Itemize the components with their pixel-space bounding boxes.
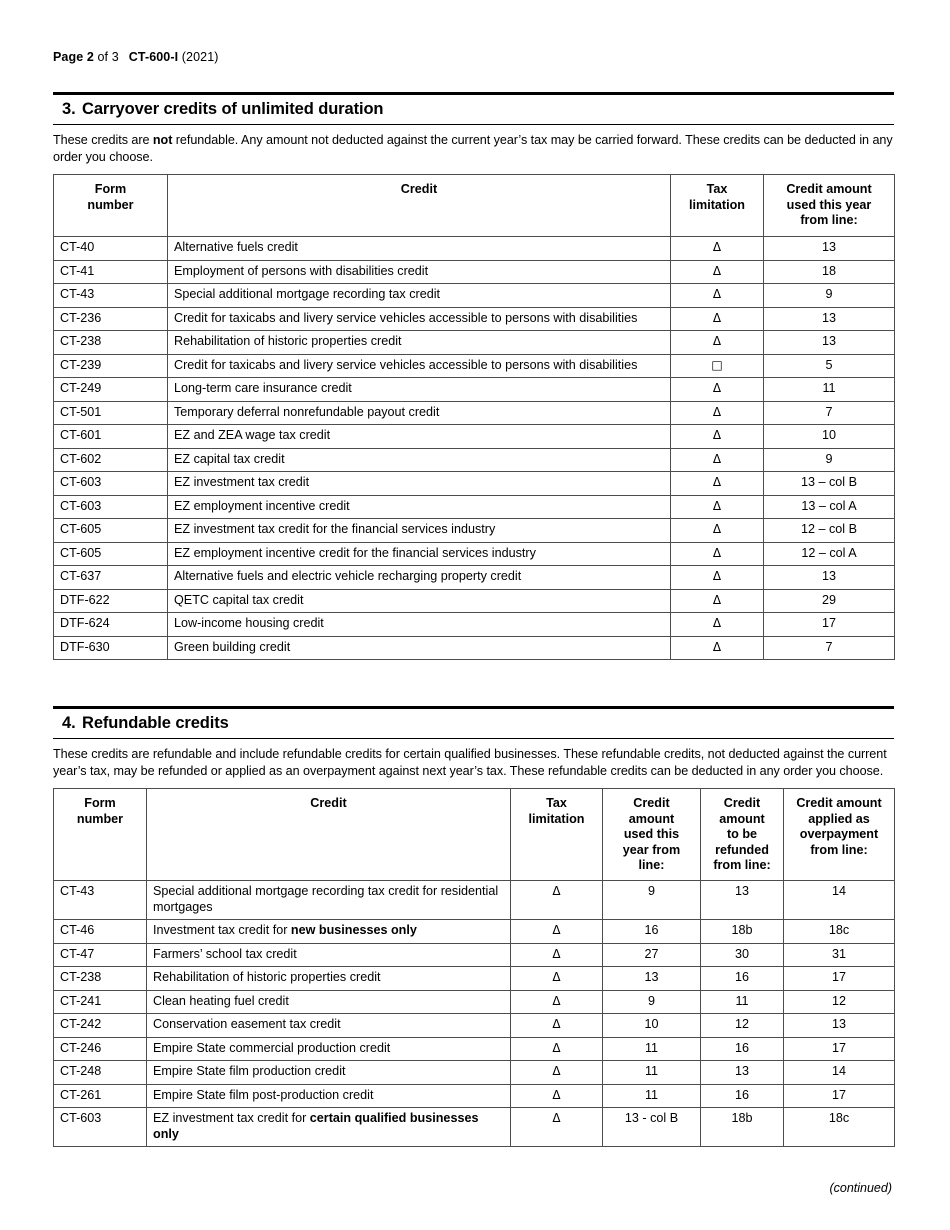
cell-credit-amount-used: 11 — [603, 1061, 701, 1085]
cell-form-number: DTF-622 — [54, 589, 168, 613]
cell-credit-name: Rehabilitation of historic properties credit — [168, 331, 671, 355]
cell-credit-name — [147, 1014, 511, 1038]
cell-tax-limitation-symbol: Δ — [511, 920, 603, 944]
cell-credit-amount-refunded: 16 — [701, 1084, 784, 1108]
cell-form-number: DTF-624 — [54, 613, 168, 637]
cell-form-number: CT-239 — [54, 354, 168, 378]
cell-credit-name: EZ employment incentive credit for the financial services industry — [168, 542, 671, 566]
page-number: 2 — [86, 50, 94, 64]
cell-credit-amount-used: 10 — [603, 1014, 701, 1038]
cell-credit-amount-used: 29 — [764, 589, 895, 613]
section-4-intro: These credits are refundable and include refundable credits for certain qualified businesses. These refundable credits, not deducted against the current year’s tax, may be refunded or applied as an overpayment against next year’s tax. These refundable credits can be deducted in any order you choose. — [53, 747, 887, 778]
table-row — [54, 448, 895, 472]
cell-form-number: CT-605 — [54, 542, 168, 566]
cell-tax-limitation-symbol: Δ — [671, 542, 764, 566]
cell-credit-name: EZ and ZEA wage tax credit — [168, 425, 671, 449]
section-4 — [53, 706, 894, 1195]
hdr-line: amount — [719, 811, 765, 826]
cell-credit-amount-refunded: 13 — [701, 881, 784, 920]
hdr-line: from line: — [810, 842, 868, 857]
cell-credit-amount-used: 13 — [764, 331, 895, 355]
cell-form-number: CT-605 — [54, 519, 168, 543]
cell-credit-amount-overpayment: 17 — [784, 1084, 895, 1108]
cell-form-number: CT-47 — [54, 943, 147, 967]
cell-tax-limitation-symbol: Δ — [671, 448, 764, 472]
cell-credit-name: Long-term care insurance credit — [168, 378, 671, 402]
cell-credit-name: Employment of persons with disabilities credit — [168, 260, 671, 284]
cell-credit-amount-used: 7 — [764, 401, 895, 425]
cell-credit-amount-refunded: 11 — [701, 990, 784, 1014]
table-row — [54, 967, 895, 991]
credit-text: Special additional mortgage recording tax credit for residential mortgages — [153, 884, 499, 914]
credit-text: Empire State film post-production credit — [153, 1087, 374, 1102]
cell-tax-limitation-symbol: Δ — [511, 967, 603, 991]
hdr-line: year from — [622, 842, 681, 857]
table-row — [54, 401, 895, 425]
hdr-line: Tax — [546, 796, 567, 810]
cell-credit-amount-used: 13 — [764, 566, 895, 590]
running-head — [53, 50, 219, 64]
cell-credit-amount-used: 9 — [764, 448, 895, 472]
cell-tax-limitation-symbol: Δ — [511, 1014, 603, 1038]
section-4-title: Refundable credits — [82, 714, 229, 732]
cell-credit-name: Green building credit — [168, 636, 671, 660]
hdr-line: to be — [726, 827, 758, 841]
cell-credit-amount-used: 9 — [603, 990, 701, 1014]
cell-tax-limitation-symbol: Δ — [671, 401, 764, 425]
col-header-credit: Credit — [168, 175, 671, 237]
cell-form-number: CT-603 — [54, 1108, 147, 1147]
credit-text: Rehabilitation of historic properties credit — [153, 970, 381, 984]
page-footer-continued: (continued) — [829, 1181, 892, 1195]
cell-form-number: CT-602 — [54, 448, 168, 472]
refundable-table-header — [54, 789, 895, 881]
cell-tax-limitation-symbol: □ — [671, 354, 764, 378]
cell-credit-amount-used: 11 — [764, 378, 895, 402]
table-row — [54, 613, 895, 637]
cell-tax-limitation-symbol: Δ — [671, 519, 764, 543]
cell-credit-amount-used: 13 – col B — [764, 472, 895, 496]
col-header-form-number — [54, 789, 147, 881]
form-id: CT-600-I — [128, 50, 179, 64]
cell-form-number: CT-242 — [54, 1014, 147, 1038]
table-row — [54, 1108, 895, 1147]
col-header-form-number — [54, 175, 168, 237]
table-row — [54, 589, 895, 613]
cell-tax-limitation-symbol: Δ — [511, 1108, 603, 1147]
hdr-line: used this year — [786, 197, 872, 212]
table-row — [54, 1084, 895, 1108]
table-row — [54, 1061, 895, 1085]
cell-credit-amount-used: 9 — [764, 284, 895, 308]
cell-form-number: CT-248 — [54, 1061, 147, 1085]
table-row — [54, 1037, 895, 1061]
cell-tax-limitation-symbol: Δ — [671, 331, 764, 355]
hdr-line: Credit — [633, 796, 670, 810]
table-row — [54, 566, 895, 590]
cell-credit-name: Alternative fuels credit — [168, 237, 671, 261]
table-row — [54, 378, 895, 402]
cell-tax-limitation-symbol: Δ — [671, 589, 764, 613]
of-label: of — [97, 50, 109, 64]
cell-credit-amount-used: 10 — [764, 425, 895, 449]
carryover-table-header — [54, 175, 895, 237]
cell-credit-amount-refunded: 13 — [701, 1061, 784, 1085]
hdr-line: refunded — [715, 842, 769, 857]
section-3-intro — [53, 125, 894, 165]
col-header-credit-amount-used — [764, 175, 895, 237]
section-3-title: Carryover credits of unlimited duration — [82, 100, 384, 118]
cell-credit-name: Temporary deferral nonrefundable payout credit — [168, 401, 671, 425]
cell-form-number: CT-261 — [54, 1084, 147, 1108]
cell-tax-limitation-symbol: Δ — [671, 260, 764, 284]
cell-credit-amount-refunded: 12 — [701, 1014, 784, 1038]
col-header-credit-amount-used — [603, 789, 701, 881]
cell-credit-name: EZ investment tax credit for the financial services industry — [168, 519, 671, 543]
carryover-credits-table — [53, 174, 895, 660]
cell-credit-name — [147, 881, 511, 920]
table-row — [54, 237, 895, 261]
cell-credit-amount-overpayment: 31 — [784, 943, 895, 967]
hdr-line: overpayment — [799, 827, 879, 841]
cell-tax-limitation-symbol: Δ — [671, 425, 764, 449]
cell-credit-amount-used: 16 — [603, 920, 701, 944]
hdr-line: amount — [628, 811, 675, 826]
credit-text: Clean heating fuel credit — [153, 993, 289, 1008]
credit-text: Farmers’ school tax credit — [153, 946, 297, 961]
cell-credit-amount-used: 13 – col A — [764, 495, 895, 519]
cell-credit-amount-refunded: 16 — [701, 1037, 784, 1061]
col-header-credit-amount-refunded — [701, 789, 784, 881]
cell-credit-name: Credit for taxicabs and livery service vehicles accessible to persons with disabilities — [168, 354, 671, 378]
cell-credit-amount-overpayment: 18c — [784, 920, 895, 944]
table-row — [54, 1014, 895, 1038]
total-pages: 3 — [111, 50, 119, 64]
cell-credit-name — [147, 920, 511, 944]
cell-form-number: CT-603 — [54, 472, 168, 496]
table-row — [54, 519, 895, 543]
cell-tax-limitation-symbol: Δ — [671, 613, 764, 637]
hdr-line: Form — [94, 182, 127, 196]
cell-credit-amount-used: 5 — [764, 354, 895, 378]
hdr-line: limitation — [528, 811, 585, 826]
cell-credit-name — [147, 1061, 511, 1085]
table-row — [54, 425, 895, 449]
table-header-row — [54, 789, 895, 881]
table-row — [54, 636, 895, 660]
cell-form-number: DTF-630 — [54, 636, 168, 660]
cell-credit-amount-used: 13 — [764, 307, 895, 331]
cell-form-number: CT-603 — [54, 495, 168, 519]
section-4-heading — [53, 709, 894, 739]
carryover-table-body — [54, 237, 895, 660]
credit-text: Empire State film production credit — [153, 1064, 346, 1078]
cell-credit-name — [147, 943, 511, 967]
table-row — [54, 284, 895, 308]
cell-tax-limitation-symbol: Δ — [671, 237, 764, 261]
table-row — [54, 542, 895, 566]
cell-credit-name: Low-income housing credit — [168, 613, 671, 637]
section-3-number: 3. — [62, 100, 76, 118]
cell-tax-limitation-symbol: Δ — [671, 636, 764, 660]
cell-credit-amount-used: 13 — [603, 967, 701, 991]
cell-form-number: CT-238 — [54, 331, 168, 355]
cell-form-number: CT-46 — [54, 920, 147, 944]
refundable-credits-table — [53, 788, 895, 1147]
table-header-row — [54, 175, 895, 237]
credit-text: Empire State commercial production credit — [153, 1040, 391, 1055]
hdr-line: from line: — [800, 213, 858, 227]
table-row — [54, 354, 895, 378]
cell-credit-amount-used: 13 — [764, 237, 895, 261]
cell-credit-amount-overpayment: 14 — [784, 1061, 895, 1085]
cell-credit-amount-used: 17 — [764, 613, 895, 637]
hdr-line: Tax — [706, 182, 728, 196]
refundable-table-body — [54, 881, 895, 1147]
hdr-line: used this — [623, 827, 680, 841]
hdr-line: Credit — [723, 796, 761, 810]
cell-credit-amount-overpayment: 17 — [784, 1037, 895, 1061]
cell-credit-name — [147, 1108, 511, 1147]
credit-text: Conservation easement tax credit — [153, 1017, 341, 1031]
cell-credit-amount-overpayment: 14 — [784, 881, 895, 920]
section-3-heading — [53, 95, 894, 125]
cell-credit-name — [147, 967, 511, 991]
cell-form-number: CT-246 — [54, 1037, 147, 1061]
hdr-line: from line: — [713, 858, 771, 872]
credit-text-emphasis: new businesses only — [290, 923, 417, 937]
col-header-credit-amount-overpayment — [784, 789, 895, 881]
cell-form-number: CT-601 — [54, 425, 168, 449]
cell-credit-name: Special additional mortgage recording tax credit — [168, 284, 671, 308]
cell-credit-amount-used: 12 – col B — [764, 519, 895, 543]
cell-credit-amount-overpayment: 13 — [784, 1014, 895, 1038]
hdr-line: line: — [638, 858, 665, 872]
table-row — [54, 990, 895, 1014]
cell-form-number: CT-41 — [54, 260, 168, 284]
cell-credit-name: Credit for taxicabs and livery service vehicles accessible to persons with disabilities — [168, 307, 671, 331]
table-row — [54, 943, 895, 967]
cell-credit-amount-used: 9 — [603, 881, 701, 920]
table-row — [54, 472, 895, 496]
hdr-line: Form — [84, 796, 116, 810]
cell-form-number: CT-43 — [54, 284, 168, 308]
cell-credit-name: Alternative fuels and electric vehicle recharging property credit — [168, 566, 671, 590]
cell-tax-limitation-symbol: Δ — [671, 307, 764, 331]
hdr-line: Credit amount — [796, 796, 882, 810]
table-row — [54, 881, 895, 920]
hdr-line: number — [87, 197, 134, 212]
col-header-tax-limitation — [511, 789, 603, 881]
cell-tax-limitation-symbol: Δ — [511, 1084, 603, 1108]
cell-credit-name: EZ capital tax credit — [168, 448, 671, 472]
cell-tax-limitation-symbol: Δ — [511, 990, 603, 1014]
cell-tax-limitation-symbol: Δ — [671, 495, 764, 519]
cell-form-number: CT-249 — [54, 378, 168, 402]
cell-credit-name — [147, 1084, 511, 1108]
section-3 — [53, 92, 894, 660]
section-4-number: 4. — [62, 714, 76, 732]
hdr-line: number — [76, 811, 124, 826]
credit-text: EZ investment tax credit for — [153, 1111, 310, 1125]
intro-text-b: refundable. Any amount not deducted against the current year’s tax may be carried forward. These credits can be deducted in any order you choose. — [53, 133, 893, 164]
hdr-line: applied as — [808, 811, 870, 826]
cell-form-number: CT-501 — [54, 401, 168, 425]
cell-credit-amount-refunded: 18b — [701, 920, 784, 944]
cell-form-number: CT-241 — [54, 990, 147, 1014]
col-header-credit: Credit — [147, 789, 511, 881]
cell-tax-limitation-symbol: Δ — [671, 284, 764, 308]
cell-tax-limitation-symbol: Δ — [511, 1061, 603, 1085]
cell-credit-amount-overpayment: 12 — [784, 990, 895, 1014]
cell-credit-amount-used: 27 — [603, 943, 701, 967]
table-row — [54, 920, 895, 944]
cell-form-number: CT-637 — [54, 566, 168, 590]
cell-credit-amount-used: 13 - col B — [603, 1108, 701, 1147]
cell-credit-name — [147, 1037, 511, 1061]
cell-tax-limitation-symbol: Δ — [671, 378, 764, 402]
hdr-line: limitation — [689, 197, 745, 212]
intro-text-a: These credits are — [53, 133, 153, 147]
cell-credit-amount-refunded: 30 — [701, 943, 784, 967]
credit-text-emphasis: certain qualified businesses only — [153, 1111, 479, 1141]
table-row — [54, 495, 895, 519]
cell-tax-limitation-symbol: Δ — [511, 943, 603, 967]
col-header-tax-limitation — [671, 175, 764, 237]
cell-credit-amount-refunded: 18b — [701, 1108, 784, 1147]
table-row — [54, 307, 895, 331]
cell-credit-amount-used: 7 — [764, 636, 895, 660]
cell-form-number: CT-238 — [54, 967, 147, 991]
cell-form-number: CT-40 — [54, 237, 168, 261]
cell-credit-amount-used: 11 — [603, 1084, 701, 1108]
cell-form-number: CT-236 — [54, 307, 168, 331]
intro-text-bold: not — [152, 133, 173, 147]
hdr-line: Credit amount — [786, 182, 872, 196]
table-row — [54, 331, 895, 355]
cell-credit-name: EZ employment incentive credit — [168, 495, 671, 519]
cell-credit-name — [147, 990, 511, 1014]
table-row — [54, 260, 895, 284]
page-label: Page — [53, 50, 84, 64]
cell-tax-limitation-symbol: Δ — [511, 1037, 603, 1061]
cell-form-number: CT-43 — [54, 881, 147, 920]
cell-credit-amount-overpayment: 17 — [784, 967, 895, 991]
cell-credit-amount-used: 11 — [603, 1037, 701, 1061]
cell-tax-limitation-symbol: Δ — [511, 881, 603, 920]
form-year: (2021) — [181, 50, 219, 64]
credit-text: Investment tax credit for — [153, 923, 291, 937]
cell-credit-name: EZ investment tax credit — [168, 472, 671, 496]
cell-credit-amount-used: 18 — [764, 260, 895, 284]
cell-tax-limitation-symbol: Δ — [671, 566, 764, 590]
cell-credit-amount-overpayment: 18c — [784, 1108, 895, 1147]
cell-credit-name: QETC capital tax credit — [168, 589, 671, 613]
cell-tax-limitation-symbol: Δ — [671, 472, 764, 496]
cell-credit-amount-refunded: 16 — [701, 967, 784, 991]
cell-credit-amount-used: 12 – col A — [764, 542, 895, 566]
